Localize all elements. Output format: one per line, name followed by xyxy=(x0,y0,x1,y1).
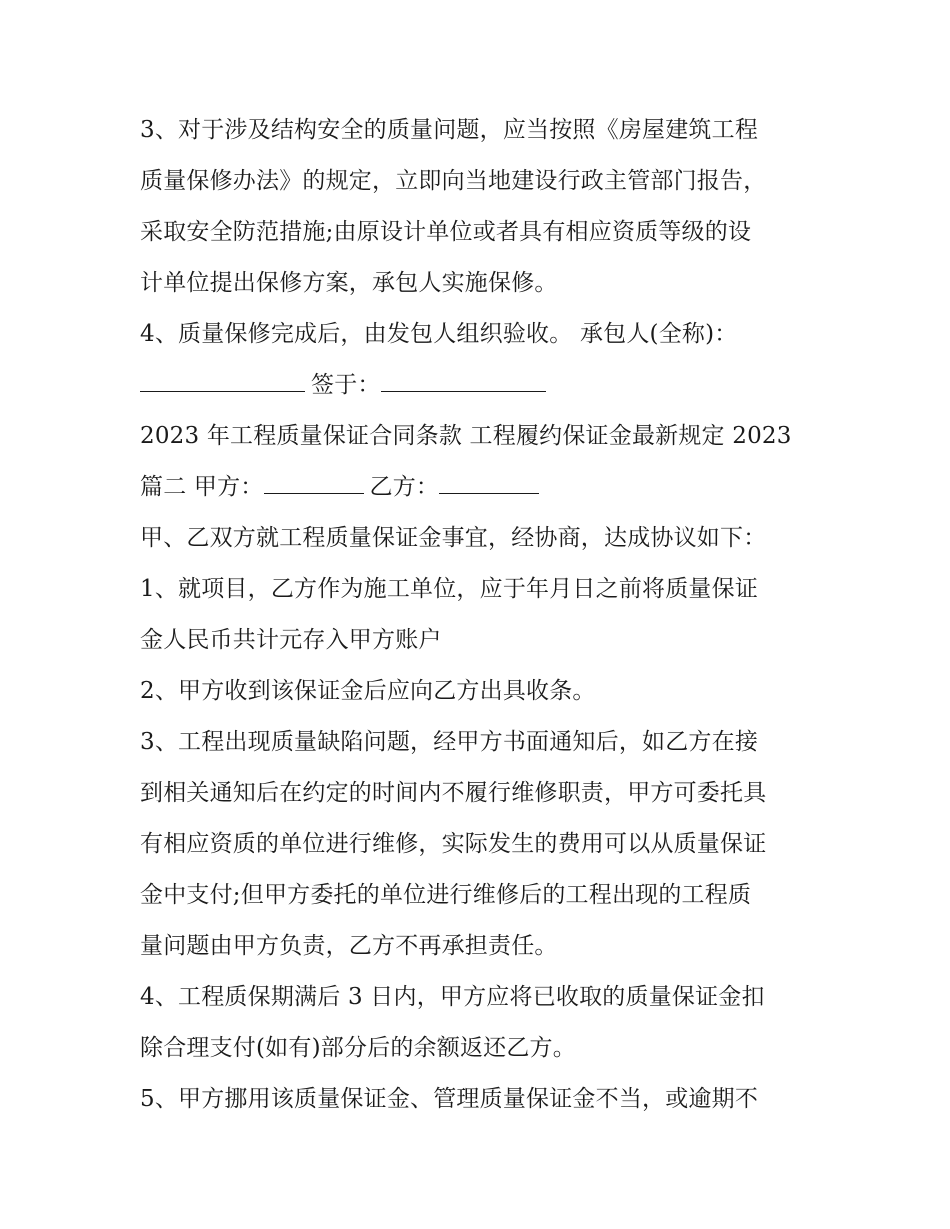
text-line: 到相关通知后在约定的时间内不履行维修职责，甲方可委托具 xyxy=(140,780,767,806)
parties-line xyxy=(140,462,820,513)
text-line: 金人民币共计元存入甲方账户 xyxy=(140,627,442,653)
document-page xyxy=(140,105,820,1125)
text-line: 量问题由甲方负责，乙方不再承担责任。 xyxy=(140,933,558,959)
sign-date-blank xyxy=(381,371,546,392)
text-line: 采取安全防范措施;由原设计单位或者具有相应资质等级的设 xyxy=(140,219,752,245)
text-line: 5、甲方挪用该质量保证金、管理质量保证金不当，或逾期不 xyxy=(140,1086,759,1112)
text-line: 2023 年工程质量保证合同条款 工程履约保证金最新规定 2023 xyxy=(140,423,792,449)
text-line: 除合理支付(如有)部分后的余额返还乙方。 xyxy=(140,1035,576,1061)
text-line: 2、甲方收到该保证金后应向乙方出具收条。 xyxy=(140,678,596,704)
text-line: 质量保修办法》的规定，立即向当地建设行政主管部门报告， xyxy=(140,168,767,194)
party-b-blank xyxy=(439,473,539,494)
text-line: 计单位提出保修方案，承包人实施保修。 xyxy=(140,270,558,296)
signature-line xyxy=(140,360,820,411)
text-line: 3、对于涉及结构安全的质量问题，应当按照《房屋建筑工程 xyxy=(140,117,759,143)
party-a-label: 篇二 甲方： xyxy=(140,474,264,500)
party-b-label: 乙方： xyxy=(369,474,440,500)
text-line: 有相应资质的单位进行维修，实际发生的费用可以从质量保证 xyxy=(140,831,767,857)
text-line: 金中支付;但甲方委托的单位进行维修后的工程出现的工程质 xyxy=(140,882,752,908)
text-line: 4、工程质保期满后 3 日内，甲方应将已收取的质量保证金扣 xyxy=(140,984,765,1010)
sign-label: 签于： xyxy=(311,372,381,398)
text-line: 3、工程出现质量缺陷问题，经甲方书面通知后，如乙方在接 xyxy=(140,729,759,755)
text-line: 1、就项目，乙方作为施工单位，应于年月日之前将质量保证 xyxy=(140,576,759,602)
text-line: 甲、乙双方就工程质量保证金事宜，经协商，达成协议如下： xyxy=(140,525,767,551)
text-line: 4、质量保修完成后，由发包人组织验收。 承包人(全称)： xyxy=(140,321,738,347)
party-a-blank xyxy=(264,473,364,494)
contractor-name-blank xyxy=(140,371,305,392)
